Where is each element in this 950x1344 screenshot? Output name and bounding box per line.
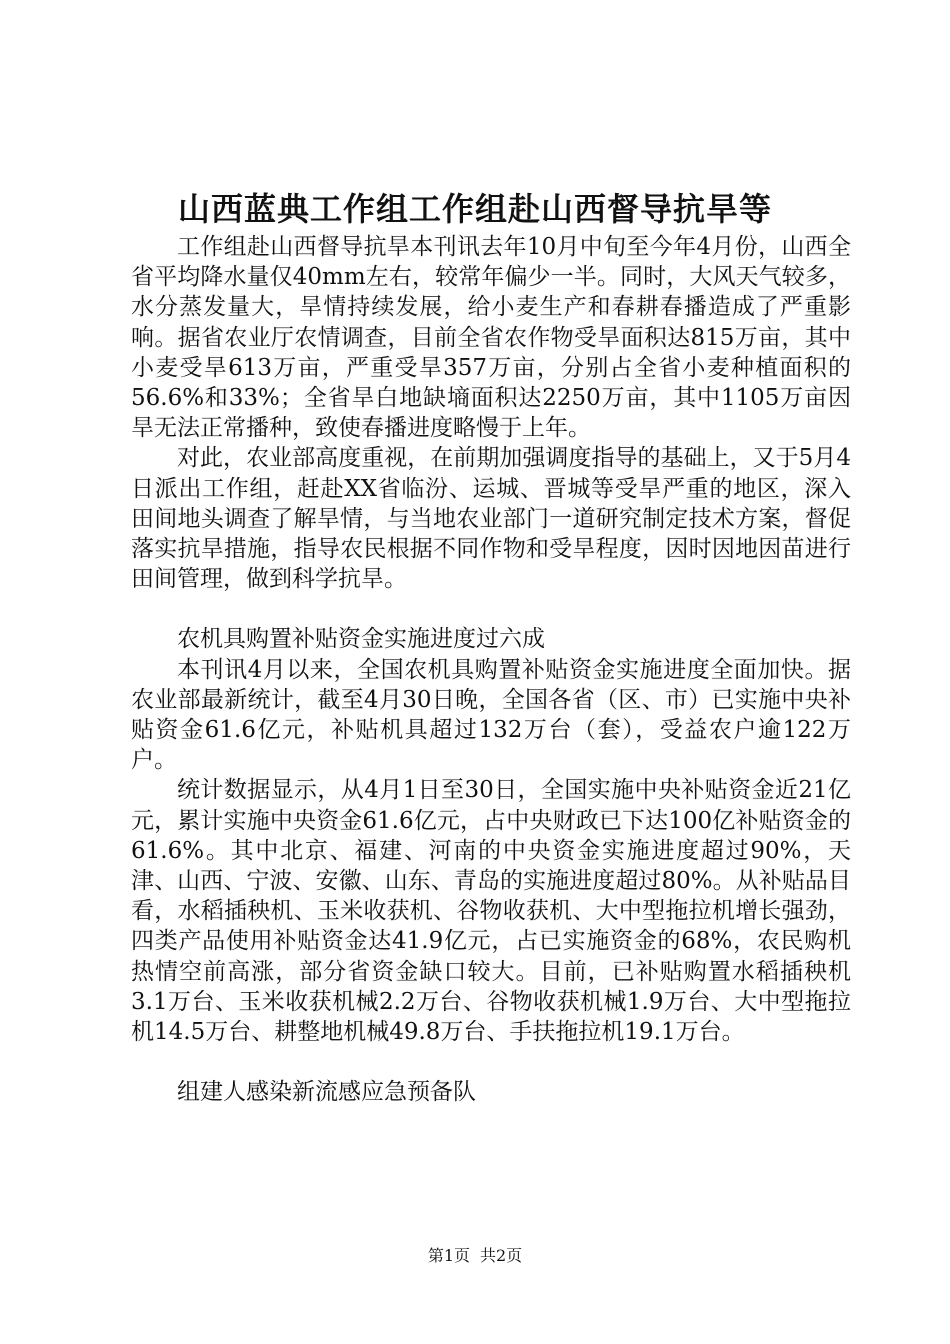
paragraph: 工作组赴山西督导抗旱本刊讯去年10月中旬至今年4月份，山西全省平均降水量仅40mm左右，较常年偏少一半。同时，大风天气较多，水分蒸发量大，旱情持续发展，给小麦生产和春耕春播造成了严重影响。据省农业厅农情调查，目前全省农作物受旱面积达815万亩，其中小麦受旱613万亩，严重受旱357万亩，分别占全省小麦种植面积的56.6%和33%；全省旱白地缺墒面积达2250万亩，其中1105万亩因旱无法正常播种，致使春播进度略慢于上年。 [131,234,851,442]
paragraph: 对此，农业部高度重视，在前期加强调度指导的基础上，又于5月4日派出工作组，赶赴XX省临汾、运城、晋城等受旱严重的地区，深入田间地头调查了解旱情，与当地农业部门一道研究制定技术方案，督促落实抗旱措施，指导农民根据不同作物和受旱程度，因时因地因苗进行田间管理，做到科学抗旱。 [131,445,851,593]
paragraph: 统计数据显示，从4月1日至30日，全国实施中央补贴资金近21亿元，累计实施中央资金61.6亿元，占中央财政已下达100亿补贴资金的61.6%。其中北京、福建、河南的中央资金实施进度超过90%，天津、山西、宁波、安徽、山东、青岛的实施进度超过80%。从补贴品目看，水稻插秧机、玉米收获机、谷物收获机、大中型拖拉机增长强劲，四类产品使用补贴资金达41.9亿元，占已实施资金的68%，农民购机热情空前高涨，部分省资金缺口较大。目前，已补贴购置水稻插秧机3.1万台、玉米收获机械2.2万台、谷物收获机械1.9万台、大中型拖拉机14.5万台、耕整地机械49.8万台、手扶拖拉机19.1万台。 [131,777,851,1046]
paragraph-spacer [131,1047,851,1077]
page-footer [0,1244,950,1268]
paragraph-spacer [131,594,851,624]
paragraph: 本刊讯4月以来，全国农机具购置补贴资金实施进度全面加快。据农业部最新统计，截至4月30日晚，全国各省（区、市）已实施中央补贴资金61.6亿元，补贴机具超过132万台（套），受益农户逾122万户。 [131,656,851,774]
document-title: 山西蓝典工作组工作组赴山西督导抗旱等 [177,190,772,228]
page-number: 第1页 [427,1246,470,1265]
document-body [131,232,851,1107]
section-heading: 农机具购置补贴资金实施进度过六成 [177,626,545,653]
page-total: 共2页 [480,1246,523,1265]
section-heading: 组建人感染新流感应急预备队 [177,1079,476,1106]
